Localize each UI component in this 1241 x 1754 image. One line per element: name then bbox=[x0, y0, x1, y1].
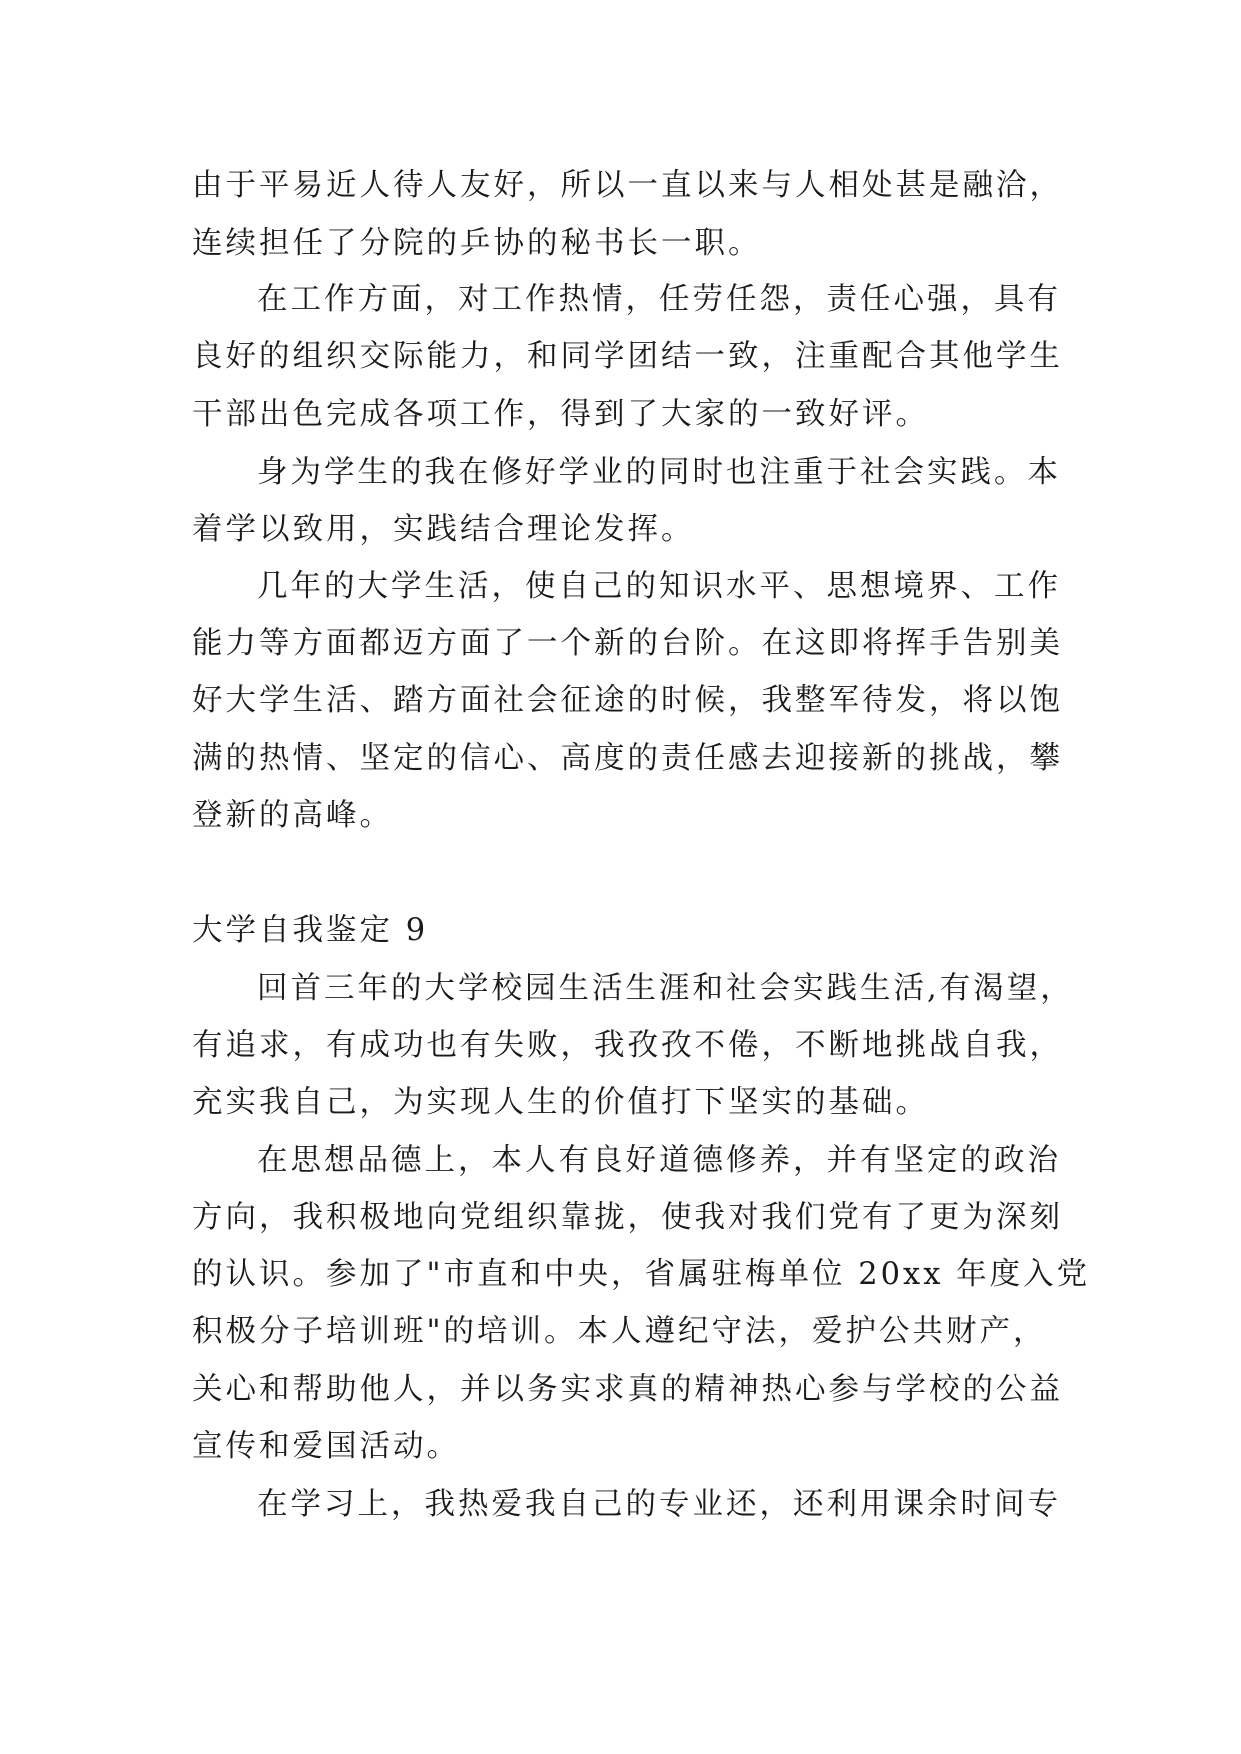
paragraph-start-line: 几年的大学生活，使自己的知识水平、思想境界、工作 bbox=[257, 569, 1061, 604]
text-line: 干部出色完成各项工作，得到了大家的一致好评。 bbox=[192, 397, 929, 432]
text-line: 登新的高峰。 bbox=[192, 798, 393, 833]
text-line: 有追求，有成功也有失败，我孜孜不倦，不断地挑战自我， bbox=[192, 1028, 1063, 1063]
text-line: 能力等方面都迈方面了一个新的台阶。在这即将挥手告别美 bbox=[192, 626, 1063, 661]
text-line: 积极分子培训班"的培训。本人遵纪守法，爱护公共财产， bbox=[192, 1314, 1047, 1349]
text-line: 着学以致用，实践结合理论发挥。 bbox=[192, 512, 695, 547]
section-heading: 大学自我鉴定 9 bbox=[192, 913, 429, 948]
text-line: 关心和帮助他人，并以务实求真的精神热心参与学校的公益 bbox=[192, 1372, 1063, 1407]
paragraph-start-line: 在工作方面，对工作热情，任劳任怨，责任心强，具有 bbox=[257, 282, 1061, 317]
text-line: 连续担任了分院的乒协的秘书长一职。 bbox=[192, 226, 762, 261]
text-line: 方向，我积极地向党组织靠拢，使我对我们党有了更为深刻 bbox=[192, 1200, 1063, 1235]
text-line: 良好的组织交际能力，和同学团结一致，注重配合其他学生 bbox=[192, 339, 1063, 374]
paragraph-start-line: 身为学生的我在修好学业的同时也注重于社会实践。本 bbox=[257, 455, 1061, 490]
text-line: 的认识。参加了"市直和中央，省属驻梅单位 20xx 年度入党 bbox=[192, 1257, 1091, 1292]
text-line: 由于平易近人待人友好，所以一直以来与人相处甚是融洽， bbox=[192, 168, 1063, 203]
text-line: 宣传和爱国活动。 bbox=[192, 1429, 460, 1464]
paragraph-start-line: 在学习上，我热爱我自己的专业还，还利用课余时间专 bbox=[257, 1487, 1061, 1522]
paragraph-start-line: 在思想品德上，本人有良好道德修养，并有坚定的政治 bbox=[257, 1143, 1061, 1178]
text-line: 满的热情、坚定的信心、高度的责任感去迎接新的挑战，攀 bbox=[192, 741, 1063, 776]
paragraph-start-line: 回首三年的大学校园生活生涯和社会实践生活,有渴望， bbox=[257, 971, 1074, 1006]
text-line: 充实我自己，为实现人生的价值打下坚实的基础。 bbox=[192, 1085, 929, 1120]
text-line: 好大学生活、踏方面社会征途的时候，我整军待发，将以饱 bbox=[192, 683, 1063, 718]
